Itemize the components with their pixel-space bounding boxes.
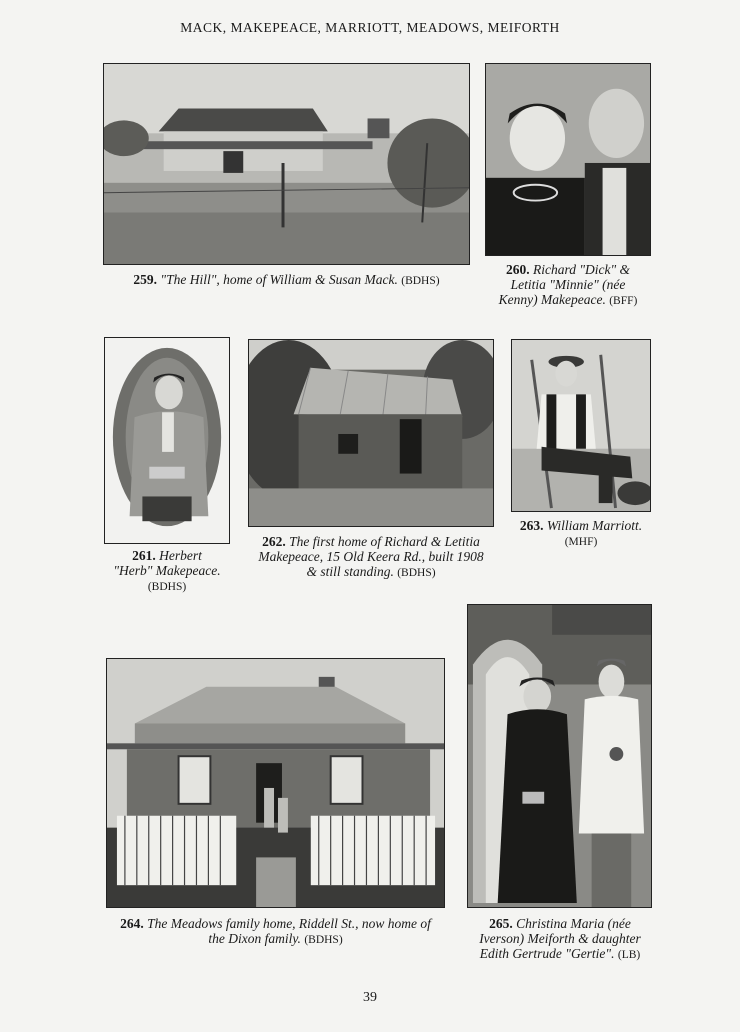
caption-263: 263. William Marriott. (MHF) <box>519 518 643 548</box>
photo-261-herbert-makepeace <box>104 337 230 544</box>
running-header: MACK, MAKEPEACE, MARRIOTT, MEADOWS, MEIFORTH <box>180 20 560 35</box>
caption-260: 260. Richard "Dick" & Letitia "Minnie" (née Kenny) Makepeace. (BFF) <box>498 262 638 307</box>
photo-262-first-home-old-keera-rd <box>248 339 494 527</box>
page-number: 39 <box>363 990 377 1005</box>
photo-265-christina-and-gertie-meiforth <box>467 604 652 908</box>
caption-259: 259. "The Hill", home of William & Susan Mack. (BDHS) <box>133 272 440 287</box>
caption-261: 261. Herbert "Herb" Makepeace. (BDHS) <box>113 548 221 593</box>
caption-264: 264. The Meadows family home, Riddell St., now home of the Dixon family. (BDHS) <box>120 916 431 946</box>
photo-264-meadows-family-home <box>106 658 445 908</box>
caption-262: 262. The first home of Richard & Letitia Makepeace, 15 Old Keera Rd., built 1908 & still standing. (BDHS) <box>258 534 484 579</box>
photo-260-makepeace-couple <box>485 63 651 256</box>
caption-265: 265. Christina Maria (née Iverson) Meiforth & daughter Edith Gertrude "Gertie". (LB) <box>479 916 641 961</box>
photo-259-the-hill-house <box>103 63 470 265</box>
photo-263-william-marriott <box>511 339 651 512</box>
